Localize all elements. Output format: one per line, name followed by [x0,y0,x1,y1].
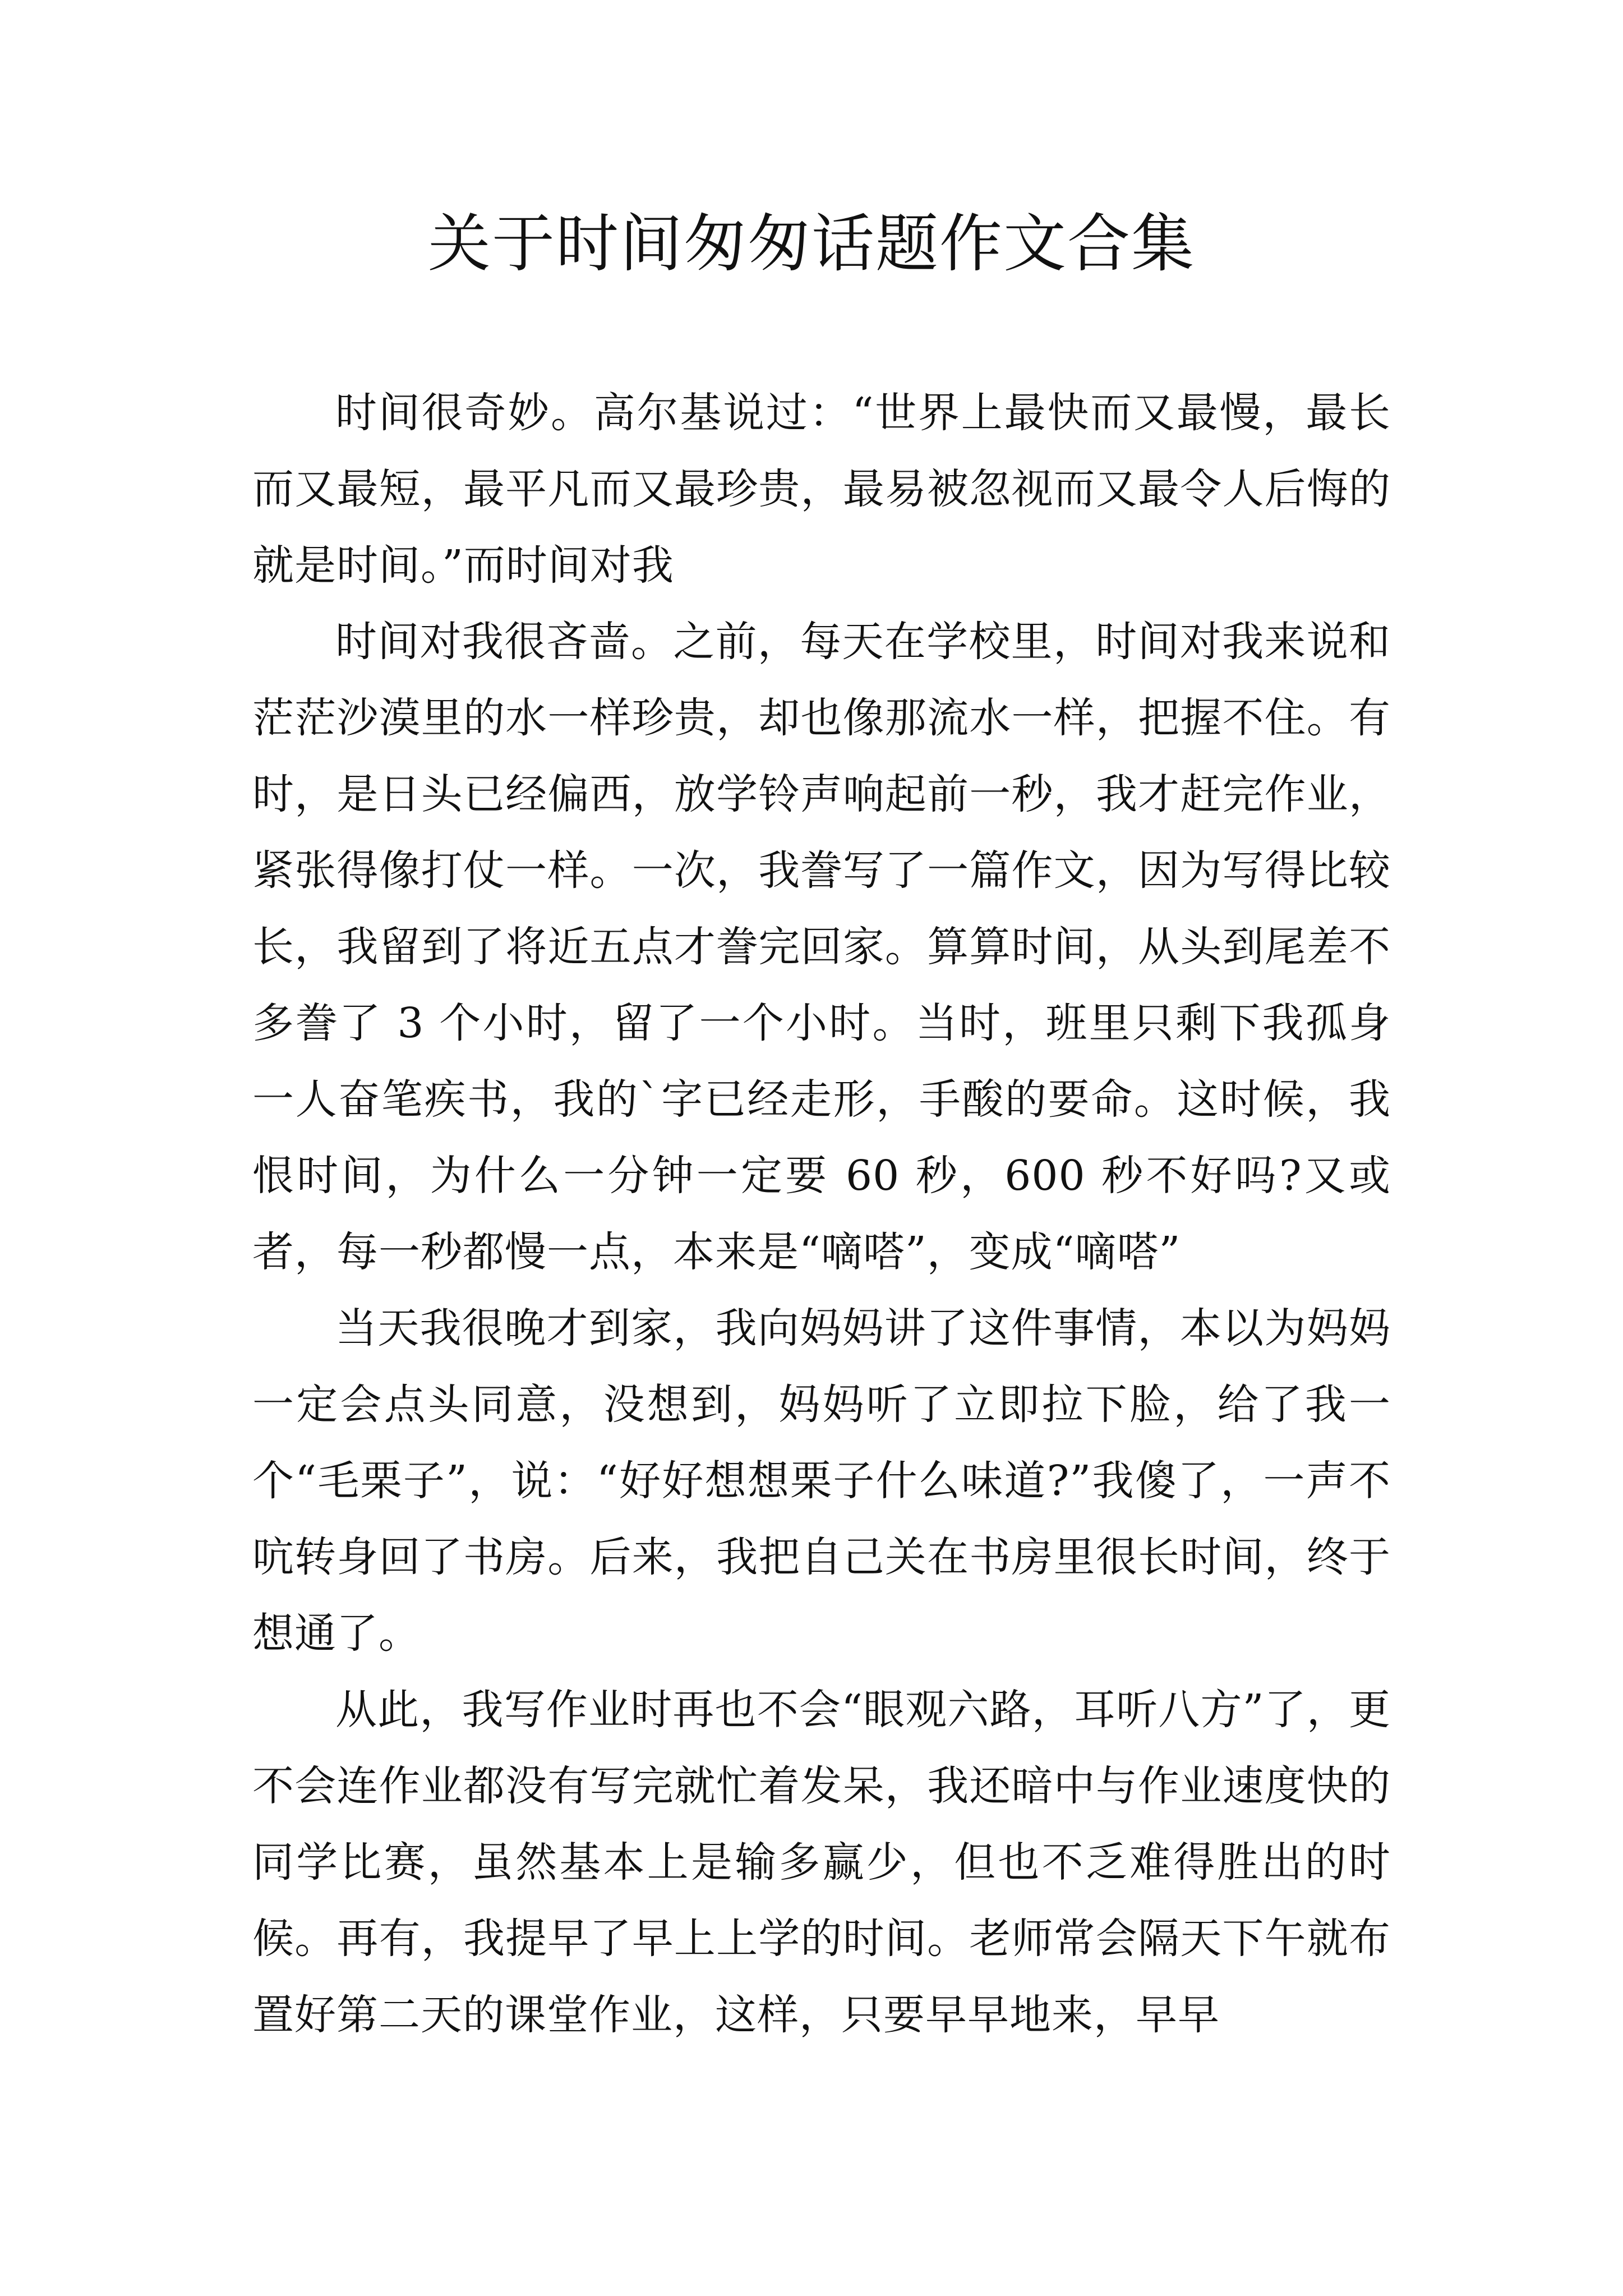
paragraph-3: 当天我很晚才到家，我向妈妈讲了这件事情，本以为妈妈一定会点头同意，没想到，妈妈听了立即拉下脸，给了我一个“毛栗子”，说：“好好想想栗子什么味道?”我傻了，一声不吭转身回了书房。后来，我把自己关在书房里很长时间，终于想通了。 [252,1304,1391,1658]
paragraph-1: 时间很奇妙。高尔基说过：“世界上最快而又最慢，最长而又最短，最平凡而又最珍贵，最易被忽视而又最令人后悔的就是时间。”而时间对我 [252,389,1391,590]
paragraph-2: 时间对我很吝啬。之前，每天在学校里，时间对我来说和茫茫沙漠里的水一样珍贵，却也像那流水一样，把握不住。有时，是日头已经偏西，放学铃声响起前一秒，我才赶完作业，紧张得像打仗一样。一次，我誊写了一篇作文，因为写得比较长，我留到了将近五点才誊完回家。算算时间，从头到尾差不多誊了 3 个小时，留了一个小时。当时，班里只剩下我孤身一人奋笔疾书，我的`字已经走形，手酸的要命。这时候，我恨时间，为什么一分钟一定要 60 秒，600 秒不好吗?又或者，每一秒都慢一点，本来是“嘀嗒”，变成“嘀嗒” [252,618,1391,1276]
paragraph-4: 从此，我写作业时再也不会“眼观六路，耳听八方”了，更不会连作业都没有写完就忙着发呆，我还暗中与作业速度快的同学比赛，虽然基本上是输多赢少，但也不乏难得胜出的时候。再有，我提早了早上上学的时间。老师常会隔天下午就布置好第二天的课堂作业，这样，只要早早地来，早早 [252,1686,1391,2039]
document-title: 关于时间匆匆话题作文合集 [428,208,1195,280]
document-body [252,375,1391,2053]
